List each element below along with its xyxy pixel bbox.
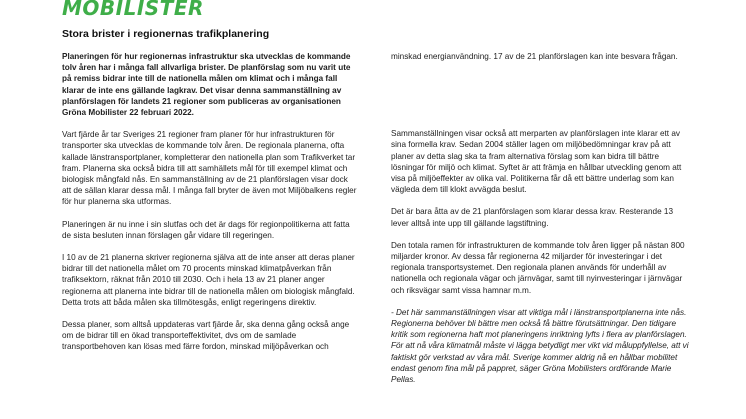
article-title: Stora brister i regionernas trafikplanering [62,28,270,40]
body-paragraph-3: I 10 av de 21 planerna skriver regionerna själva att de inte anser att deras planer bidrar till det nationella målet om 70 procents minskad klimatpåverkan från trafiksektorn, räknat från 2010 till 2030. Och i hela 13 av 21 planer anger regionerna att planerna inte bidrar till de nationella målen om biologisk mångfald. Detta trots att båda målen ska tillmötesgås, enligt regeringens direktiv. [62,253,355,307]
chair-quote: - Det här sammanställningen visar att viktiga mål i länstransportplanerna inte nås. Regionerna behöver bli bättre men också få bättre förutsättningar. Den tidigare kritik som regionerna haft mot planeringens inriktning lyfts i flera av planförslagen. För att nå våra klimatmål måste vi lägga betydligt mer vikt vid måluppfyllelse, att vi faktiskt gör verkstad av våra mål. Sverige kommer aldrig nå en hållbar mobilitet endast genom fina mål på pappret, säger Gröna Mobilisters ordförande Marie Pellas. [391,307,689,385]
lead-paragraph: Planeringen för hur regionernas infrastruktur ska utvecklas de kommande tolv åren har i många fall allvarliga brister. De planförslag som nu varit ute på remiss bidrar inte till de nationella målen om klimat och i många fall klarar de inte ens gällande lagkrav. Det visar denna sammanställning av planförslagen för landets 21 regioner som publiceras av organisationen Gröna Mobilister 22 februari 2022. [62,52,351,118]
body-paragraph-1: Vart fjärde år tar Sveriges 21 regioner fram planer för hur infrastrukturen för transporter ska utvecklas de kommande tolv åren. De regionala planerna, ofta kallade länstransportplaner, kompletterar den nationella plan som Trafikverket tar fram. Planerna ska också bidra till att samhällets mål för till exempel klimat och biologisk mångfald nås. En sammanställning av de 21 planförslagen visar dock att de sällan klarar dessa mål. I många fall bryter de även mot Miljöbalkens regler för hur planerna ska utformas. [62,130,357,207]
body-paragraph-2: Planeringen är nu inne i sin slutfas och det är dags för regionpolitikerna att fatta de sista besluten innan förslagen går vidare till regeringen. [62,219,350,240]
body-paragraph-8: Den totala ramen för infrastrukturen de kommande tolv åren ligger på nästan 800 miljarder kronor. Av dessa får regionerna 42 miljarder för investeringar i det regionala transportsystemet. Den regionala planen används för underhåll av nationella och regionala vägar och järnvägar, samt till nyinvesteringar i järnvägar och riksvägar samt vissa hamnar m.m. [391,240,685,295]
body-paragraph-6: Sammanställningen visar också att merparten av planförslagen inte klarar ett av sina formella krav. Sedan 2004 ställer lagen om miljöbedömningar krav på att planer av detta slag ska ta fram alternativa förslag som kan bidra till bättre lösningar för miljö och klimat. Syftet är att främja en hållbar utveckling genom att visa på miljöeffekter av olika val. Politikerna får då ett bättre underlag som kan vägleda dem till klokt avvägda beslut. [391,129,682,195]
body-paragraph-5: minskad energianvändning. 17 av de 21 planförslagen kan inte besvara frågan. [391,52,678,61]
column-spacer [391,73,691,128]
brand-logo: MOBILISTER [62,0,204,20]
body-paragraph-7: Det är bara åtta av de 21 planförslagen som klarar dessa krav. Resterande 13 lever alltså inte upp till gällande lagstiftning. [391,207,674,228]
right-column [391,51,691,396]
left-column [62,51,359,364]
body-paragraph-4: Dessa planer, som alltså uppdateras vart fjärde år, ska denna gång också ange om de bidrar till en ökad transporteffektivitet, dvs om de samlade transportbehoven kan lösas med färre fordon, minskad miljöpåverkan och [62,320,350,352]
